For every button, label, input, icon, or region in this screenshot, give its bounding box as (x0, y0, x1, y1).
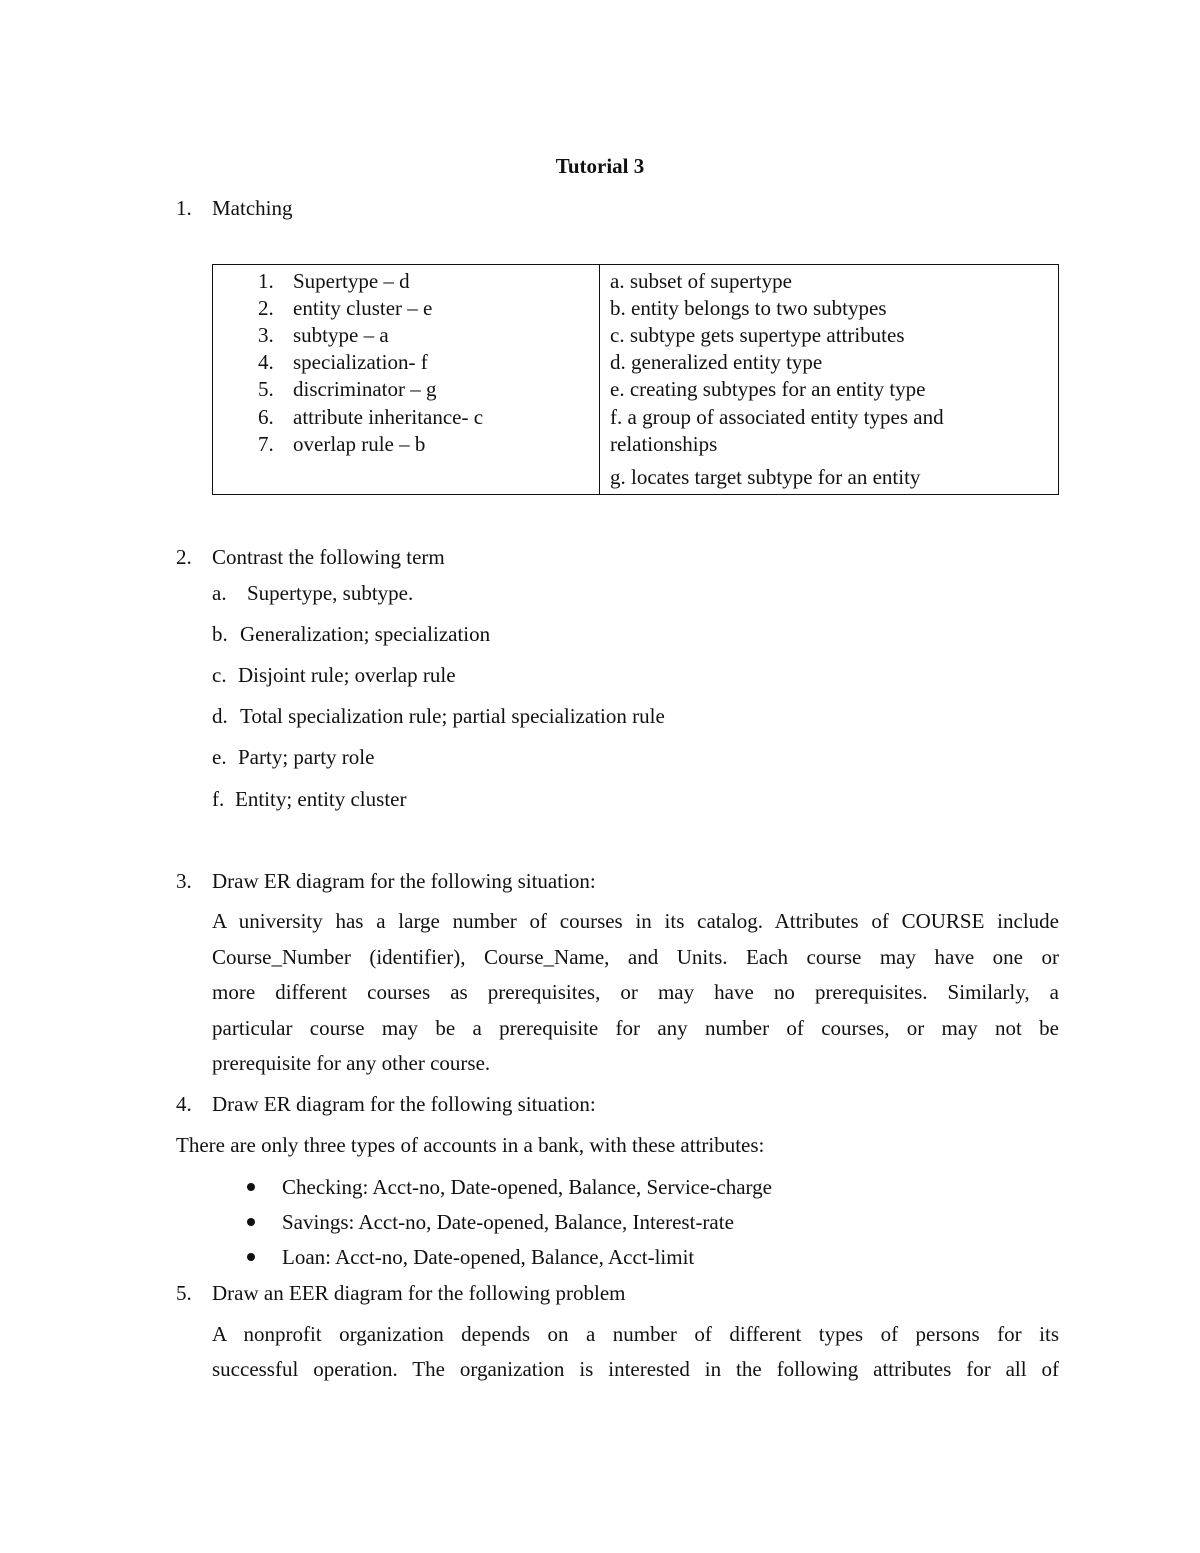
right-item: f. a group of associated entity types and (610, 405, 944, 429)
question-2-number: 2. (176, 545, 192, 569)
question-3-paragraph-line: A university has a large number of courses in its catalog. Attributes of COURSE include (212, 909, 1059, 933)
question-5-number: 5. (176, 1281, 192, 1305)
left-item-text: Supertype – d (293, 269, 410, 293)
left-item-text: attribute inheritance- c (293, 405, 484, 429)
left-item-number: 3. (258, 323, 274, 347)
left-item-text: overlap rule – b (293, 432, 426, 456)
left-item-number: 4. (258, 350, 274, 374)
contrast-item-label: f. (212, 787, 225, 811)
question-5-heading: Draw an EER diagram for the following problem (212, 1281, 626, 1305)
contrast-item-text: Supertype, subtype. (247, 581, 414, 605)
question-3-paragraph-line: particular course may be a prerequisite for any number of courses, or may not be (212, 1016, 1059, 1040)
bullet-icon (247, 1218, 255, 1226)
table-column-divider (599, 265, 600, 494)
left-item-number: 6. (258, 405, 274, 429)
right-item: relationships (610, 432, 718, 456)
contrast-item-label: c. (212, 663, 227, 687)
contrast-item-text: Party; party role (238, 745, 375, 769)
contrast-item-text: Entity; entity cluster (235, 787, 407, 811)
question-3-heading: Draw ER diagram for the following situation: (212, 869, 596, 893)
left-item-text: discriminator – g (293, 377, 437, 401)
right-item: a. subset of supertype (610, 269, 792, 293)
contrast-item-text: Disjoint rule; overlap rule (238, 663, 456, 687)
question-5-paragraph-line: successful operation. The organization is interested in the following attributes for all of (212, 1357, 1059, 1381)
question-3-paragraph-line: prerequisite for any other course. (212, 1051, 491, 1075)
contrast-item-label: b. (212, 622, 228, 646)
page-title: Tutorial 3 (555, 154, 645, 178)
bullet-icon (247, 1253, 255, 1261)
account-type-item: Checking: Acct-no, Date-opened, Balance, Service-charge (282, 1175, 772, 1199)
right-item: c. subtype gets supertype attributes (610, 323, 905, 347)
question-4-intro: There are only three types of accounts in a bank, with these attributes: (176, 1133, 765, 1157)
question-4-number: 4. (176, 1092, 192, 1116)
bullet-icon (247, 1183, 255, 1191)
right-item: e. creating subtypes for an entity type (610, 377, 926, 401)
right-item: d. generalized entity type (610, 350, 823, 374)
question-3-paragraph-line: Course_Number (identifier), Course_Name, and Units. Each course may have one or (212, 945, 1059, 969)
question-3-number: 3. (176, 869, 192, 893)
left-item-number: 2. (258, 296, 274, 320)
matching-table (212, 264, 1059, 495)
account-type-item: Loan: Acct-no, Date-opened, Balance, Acct-limit (282, 1245, 695, 1269)
contrast-item-label: e. (212, 745, 227, 769)
contrast-item-text: Total specialization rule; partial specialization rule (240, 704, 665, 728)
left-item-number: 1. (258, 269, 274, 293)
question-1-heading: Matching (212, 196, 293, 220)
question-5-paragraph-line: A nonprofit organization depends on a number of different types of persons for its (212, 1322, 1059, 1346)
left-item-text: subtype – a (293, 323, 389, 347)
left-item-text: specialization- f (293, 350, 428, 374)
question-2-heading: Contrast the following term (212, 545, 445, 569)
right-item: b. entity belongs to two subtypes (610, 296, 887, 320)
question-4-heading: Draw ER diagram for the following situation: (212, 1092, 596, 1116)
right-item: g. locates target subtype for an entity (610, 465, 921, 489)
contrast-item-label: a. (212, 581, 227, 605)
question-1-number: 1. (176, 196, 192, 220)
left-item-number: 5. (258, 377, 274, 401)
left-item-text: entity cluster – e (293, 296, 433, 320)
contrast-item-label: d. (212, 704, 228, 728)
question-3-paragraph-line: more different courses as prerequisites, or may have no prerequisites. Similarly, a (212, 980, 1059, 1004)
account-type-item: Savings: Acct-no, Date-opened, Balance, Interest-rate (282, 1210, 734, 1234)
left-item-number: 7. (258, 432, 274, 456)
contrast-item-text: Generalization; specialization (240, 622, 491, 646)
